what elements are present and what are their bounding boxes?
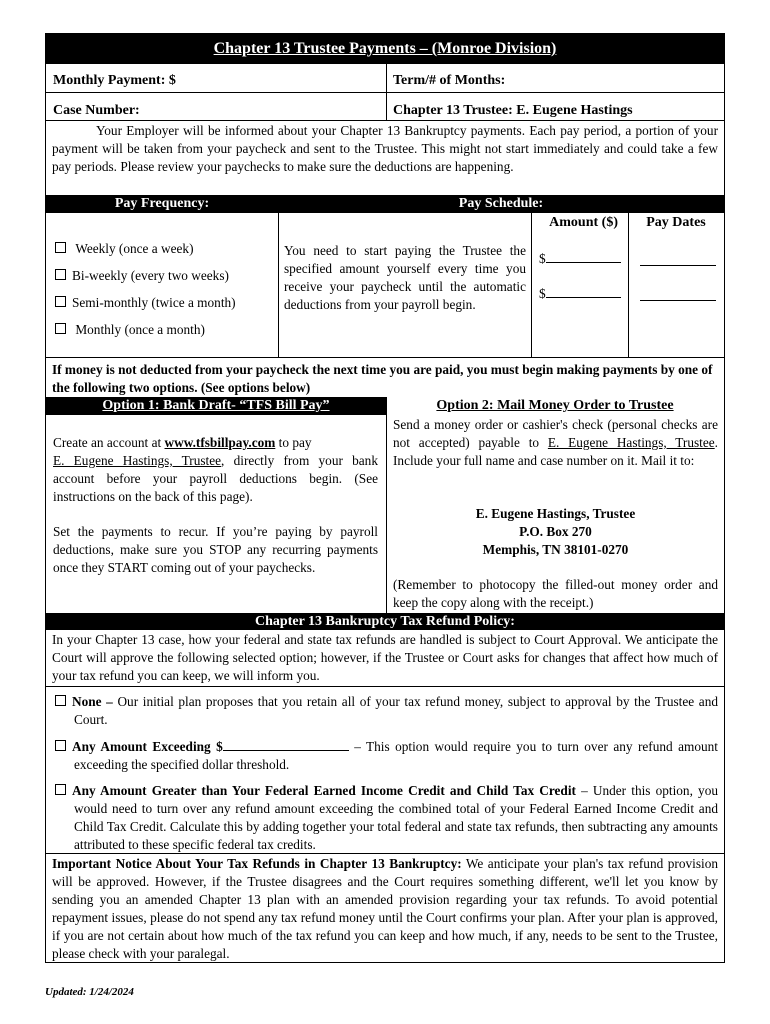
divider	[45, 63, 725, 64]
payment-notice: If money is not deducted from your paycheck the next time you are paid, you must begin making payments by one of the following two options. (See options below)	[52, 362, 713, 395]
divider	[45, 120, 725, 121]
updated-date: Updated: 1/24/2024	[45, 986, 134, 998]
divider	[45, 357, 725, 358]
trustee-address: E. Eugene Hastings, Trustee P.O. Box 270 Memphis, TN 38101-0270	[475, 506, 636, 557]
pay-section-bar	[46, 195, 724, 213]
intro-paragraph: Your Employer will be informed about your Chapter 13 Bankruptcy payments. Each pay period, a portion of your payment will be taken from your paycheck and sent to the Trustee. This might not start immediately and could take a few pay periods. Please review your paychecks to make sure the deductions are happening.	[52, 123, 718, 174]
refund-intro: In your Chapter 13 case, how your federal and state tax refunds are handled is subject to Court Approval. We anticipate the Court will approve the following selected option; however, if the Trustee or Court asks for changes that affect how much of your tax refund you can keep, we will inform you.	[52, 632, 718, 683]
refund-policy-header: Chapter 13 Bankruptcy Tax Refund Policy:	[255, 614, 515, 629]
option1-paragraph-1: Create an account at www.tfsbillpay.com to pay E. Eugene Hastings, Trustee, directly from your bank account before your payroll deductions begin. (See instructions on the back of this page).	[53, 435, 378, 504]
option2-paragraph-2: (Remember to photocopy the filled-out money order and keep the copy along with the receipt.)	[393, 577, 718, 610]
checkbox-icon	[55, 740, 66, 751]
refund-option-credits[interactable]: Any Amount Greater than Your Federal Earned Income Credit and Child Tax Credit – Under this option, you would need to turn over any refund amount exceeding the combined total of your Federal Earned Income Credit and Child Tax Credit. Calculate this by adding together your total federal and state tax refunds, then subtracting any amounts attributed to these specific federal tax credits.	[55, 782, 718, 854]
trustee-name: Chapter 13 Trustee: E. Eugene Hastings	[393, 103, 633, 118]
checkbox-icon	[55, 323, 66, 334]
term-field[interactable]: Term/# of Months:	[393, 73, 506, 88]
weekly-checkbox[interactable]: Weekly (once a week)	[55, 240, 194, 258]
divider	[278, 213, 279, 357]
option1-header: Option 1: Bank Draft- “TFS Bill Pay”	[102, 398, 330, 413]
checkbox-icon	[55, 695, 66, 706]
refund-option-none[interactable]: None – Our initial plan proposes that you retain all of your tax refund money, subject to approval by the Trustee and Court.	[55, 693, 718, 729]
threshold-blank[interactable]	[223, 738, 349, 751]
checkbox-icon	[55, 269, 66, 280]
case-number-field[interactable]: Case Number:	[53, 103, 140, 118]
biweekly-checkbox[interactable]: Bi-weekly (every two weeks)	[55, 267, 229, 285]
divider	[628, 213, 629, 357]
option1-paragraph-2: Set the payments to recur. If you’re paying by payroll deductions, make sure you STOP any recurring payments once they START coming out of your paychecks.	[53, 524, 378, 575]
important-notice: Important Notice About Your Tax Refunds in Chapter 13 Bankruptcy: We anticipate your plan's tax refund provision will be approved. However, if the Trustee disagrees and the Court requires something different, we'll let you know by sending you an amended Chapter 13 plan with an amended provision regarding your tax refunds. To avoid potential repayment issues, please do not spend any tax refund money until the Court confirms your plan. After your plan is approved, if you are not certain about how much of the tax refund you can keep and how much, if any, needs to be sent to the Trustee, please check with your paralegal.	[52, 856, 718, 961]
monthly-payment-field[interactable]: Monthly Payment: $	[53, 73, 176, 88]
tfsbillpay-link[interactable]: www.tfsbillpay.com	[164, 435, 276, 450]
options-bar	[46, 397, 724, 415]
semimonthly-checkbox[interactable]: Semi-monthly (twice a month)	[55, 294, 236, 312]
divider	[45, 686, 725, 687]
refund-option-exceeding[interactable]: Any Amount Exceeding $ – This option would require you to turn over any refund amount exceeding the specified dollar threshold.	[55, 738, 718, 774]
divider	[45, 853, 725, 854]
pay-schedule-text: You need to start paying the Trustee the specified amount yourself every time you receive your paycheck until the automatic deductions from your payroll begin.	[284, 243, 526, 312]
checkbox-icon	[55, 296, 66, 307]
divider	[531, 213, 532, 357]
pay-date-field-2[interactable]	[640, 300, 716, 301]
monthly-checkbox[interactable]: Monthly (once a month)	[55, 321, 205, 339]
form-title-bar	[46, 34, 724, 63]
amount-header: Amount ($)	[549, 215, 618, 230]
option2-paragraph-1: Send a money order or cashier's check (personal checks are not accepted) payable to E. Eugene Hastings, Trustee. Include your full name and case number on it. Mail it to:	[393, 417, 718, 468]
divider	[45, 92, 725, 93]
option2-header: Option 2: Mail Money Order to Trustee	[436, 398, 674, 413]
checkbox-icon	[55, 242, 66, 253]
amount-field-1[interactable]: $	[539, 250, 621, 268]
pay-dates-header: Pay Dates	[646, 215, 706, 230]
refund-policy-bar	[46, 613, 724, 630]
form-title: Chapter 13 Trustee Payments – (Monroe Division)	[213, 40, 557, 57]
pay-date-field-1[interactable]	[640, 265, 716, 266]
pay-schedule-header: Pay Schedule:	[458, 196, 544, 211]
amount-field-2[interactable]: $	[539, 285, 621, 303]
pay-frequency-header: Pay Frequency:	[114, 196, 210, 211]
divider	[386, 397, 387, 613]
checkbox-icon	[55, 784, 66, 795]
